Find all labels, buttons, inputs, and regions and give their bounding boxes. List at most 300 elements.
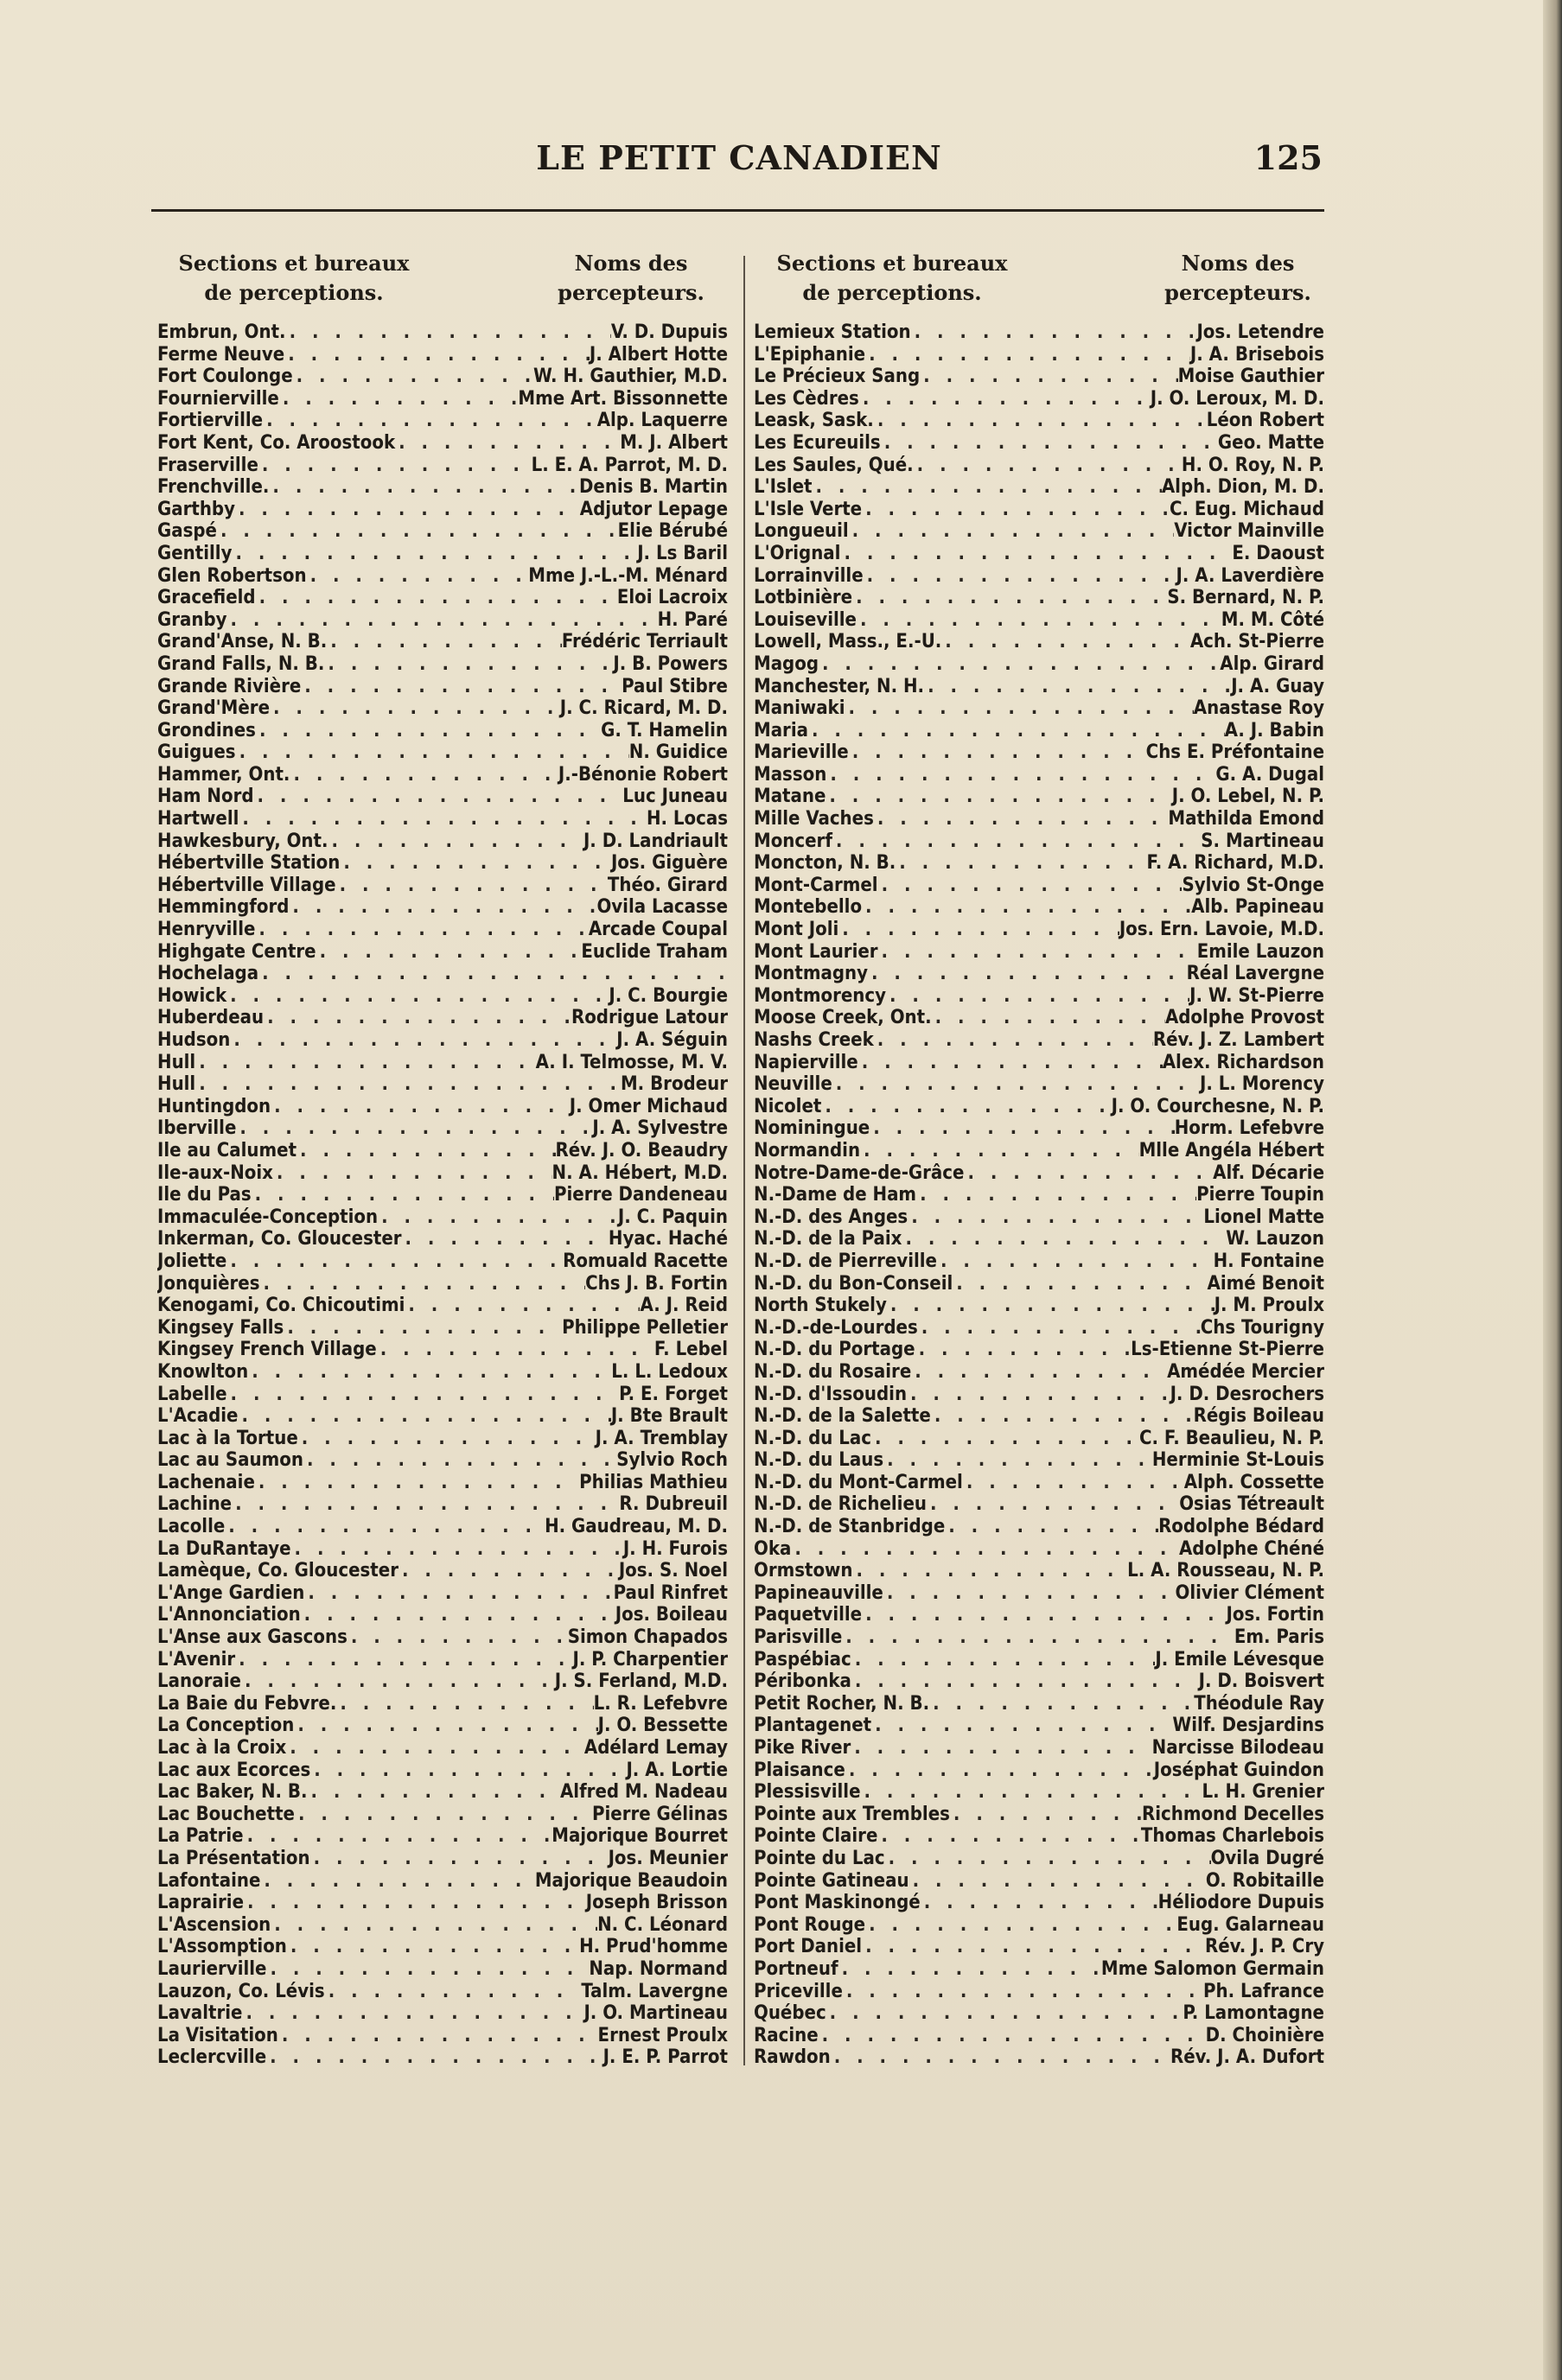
leader-dots — [851, 1670, 1199, 1693]
section-name: Huntingdon — [157, 1095, 271, 1117]
section-name: Hochelaga — [157, 963, 259, 985]
list-item — [157, 1472, 728, 1494]
leader-dots — [301, 676, 622, 698]
collector-name: Alph. Cossette — [1183, 1471, 1324, 1493]
list-item — [754, 520, 1324, 543]
list-item — [157, 1052, 728, 1074]
section-name: Pointe du Lac — [754, 1847, 885, 1869]
collector-name: Euclide Traham — [581, 940, 728, 963]
collector-name: G. A. Dugal — [1215, 763, 1324, 786]
leader-dots — [865, 344, 1190, 366]
collector-name: Adélard Lemay — [583, 1737, 728, 1759]
section-name: N.-D. de la Paix — [754, 1228, 902, 1250]
section-name: Fortierville — [157, 410, 264, 432]
list-item — [157, 1428, 728, 1450]
leader-dots — [327, 631, 562, 653]
section-name: Hudson — [157, 1029, 231, 1051]
section-name: Lanoraie — [157, 1670, 241, 1693]
header-rule — [151, 209, 1324, 212]
collector-name: J. O. Courchesne, N. P. — [1111, 1095, 1324, 1117]
section-name: Lowell, Mass., E.-U. — [754, 631, 942, 653]
leader-dots — [238, 1405, 610, 1428]
leader-dots — [316, 941, 582, 964]
leader-dots — [874, 808, 1169, 830]
leader-dots — [941, 631, 1190, 653]
list-item — [157, 1870, 728, 1893]
section-name: Napierville — [754, 1051, 858, 1073]
leader-dots — [308, 1781, 560, 1804]
list-item — [754, 1162, 1324, 1185]
list-item — [754, 852, 1324, 875]
collector-name: Sylvio Roch — [616, 1449, 728, 1472]
section-name: North Stukely — [754, 1295, 887, 1317]
section-name: N.-Dame de Ham — [754, 1184, 917, 1206]
list-item — [754, 653, 1324, 676]
leader-dots — [924, 676, 1231, 698]
collector-name: Alfred M. Nadeau — [559, 1781, 728, 1804]
section-name: Petit Rocher, N. B. — [754, 1692, 930, 1715]
section-name: Gracefield — [157, 587, 256, 609]
collector-name: S. Bernard, N. P. — [1167, 587, 1324, 609]
list-item — [157, 1029, 728, 1052]
leader-dots — [195, 1073, 621, 1096]
list-item — [157, 1162, 728, 1185]
list-item — [754, 1848, 1324, 1870]
list-item — [157, 1384, 728, 1406]
list-item — [157, 1295, 728, 1317]
leader-dots — [252, 1184, 554, 1206]
collector-name: Alf. Décarie — [1213, 1161, 1324, 1184]
leader-dots — [304, 1582, 613, 1605]
leader-dots — [244, 1825, 552, 1848]
section-name: L'Annonciation — [157, 1604, 301, 1626]
leader-dots — [862, 896, 1191, 919]
section-name: Iberville — [157, 1117, 237, 1140]
leader-dots — [950, 1804, 1142, 1826]
collector-name: O. Robitaille — [1205, 1869, 1324, 1892]
list-item — [754, 896, 1324, 919]
section-name: Ormstown — [754, 1560, 853, 1582]
collector-name: J. D. Landriault — [583, 830, 728, 852]
collector-name: Wilf. Desjardins — [1172, 1715, 1324, 1737]
leader-dots — [284, 1317, 562, 1340]
right-names-heading-line2: percepteurs. — [1164, 280, 1311, 305]
list-item — [157, 1825, 728, 1848]
section-name: Hartwell — [157, 808, 239, 830]
section-name: Fort Coulonge — [157, 366, 293, 388]
collector-name: L. E. A. Parrot, M. D. — [531, 454, 728, 476]
section-name: Grande Rivière — [157, 675, 302, 697]
section-name: Louiseville — [754, 608, 857, 631]
collector-name: J. C. Paquin — [617, 1206, 728, 1228]
section-name: Mont-Carmel — [754, 874, 878, 896]
section-name: Inkerman, Co. Gloucester — [157, 1228, 402, 1250]
leader-dots — [291, 1538, 623, 1561]
leader-dots — [868, 963, 1187, 985]
list-item — [754, 1649, 1324, 1671]
section-name: Montmorency — [754, 984, 887, 1007]
list-item — [754, 1981, 1324, 2003]
section-name: Henryville — [157, 919, 256, 941]
collector-name: Osias Tétreault — [1179, 1493, 1324, 1516]
list-item — [754, 1073, 1324, 1096]
collector-name: Talm. Lavergne — [581, 1980, 728, 2002]
collector-name: Majorique Beaudoin — [534, 1869, 728, 1892]
section-name: N.-D. du Lac — [754, 1427, 871, 1449]
list-item — [754, 388, 1324, 410]
leader-dots — [378, 1206, 618, 1229]
list-item — [157, 1892, 728, 1914]
section-name: Nashs Creek — [754, 1029, 874, 1051]
section-name: La Visitation — [157, 2024, 278, 2046]
leader-dots — [307, 565, 529, 588]
page-number: 125 — [1253, 138, 1323, 177]
collector-name: A. J. Babin — [1224, 719, 1324, 741]
list-item — [754, 1250, 1324, 1273]
leader-dots — [226, 1250, 563, 1273]
collector-name: N. Guidice — [628, 741, 728, 764]
section-name: Lorrainville — [754, 564, 864, 587]
section-name: Knowlton — [157, 1360, 249, 1383]
collector-name: Jos. Fortin — [1226, 1604, 1324, 1626]
collector-name: G. T. Hamelin — [601, 719, 728, 741]
leader-dots — [273, 1162, 552, 1185]
list-item — [754, 631, 1324, 653]
section-name: Kenogami, Co. Chicoutimi — [157, 1295, 405, 1317]
section-name: Immaculée-Conception — [157, 1206, 379, 1228]
collector-name: P. E. Forget — [619, 1383, 728, 1405]
collector-name: Alb. Papineau — [1191, 896, 1324, 919]
list-item — [754, 1582, 1324, 1605]
list-item — [754, 1206, 1324, 1229]
leader-dots — [278, 2025, 598, 2047]
section-name: Paquetville — [754, 1604, 863, 1626]
collector-name: J. D. Boisvert — [1198, 1670, 1324, 1693]
section-name: Montebello — [754, 896, 863, 919]
section-name: Longueuil — [754, 520, 849, 543]
leader-dots — [877, 1825, 1140, 1848]
section-name: Lac Baker, N. B. — [157, 1781, 308, 1804]
section-name: Leask, Sask. — [754, 410, 874, 432]
list-item — [157, 520, 728, 543]
section-name: Grand'Mère — [157, 697, 271, 720]
list-item — [157, 1273, 728, 1295]
collector-name: Luc Juneau — [622, 786, 728, 808]
collector-name: N. C. Léonard — [597, 1913, 728, 1936]
collector-name: Chs E. Préfontaine — [1145, 741, 1324, 764]
leader-dots — [260, 1273, 586, 1295]
collector-name: Majorique Bourret — [551, 1825, 728, 1848]
leader-dots — [269, 476, 579, 499]
list-item — [157, 1405, 728, 1428]
collector-name: Héliodore Dupuis — [1157, 1892, 1324, 1914]
list-item — [157, 1538, 728, 1561]
leader-dots — [896, 852, 1146, 875]
collector-name: Eug. Galarneau — [1176, 1913, 1324, 1936]
collector-name: Mme Salomon Germain — [1100, 1957, 1324, 1980]
list-item — [754, 344, 1324, 366]
section-name: N.-D. du Rosaire — [754, 1360, 912, 1383]
leader-dots — [301, 1604, 615, 1626]
leader-dots — [963, 1472, 1184, 1494]
leader-dots — [296, 1140, 555, 1162]
collector-name: Mme Art. Bissonnette — [518, 387, 728, 410]
list-item — [754, 1670, 1324, 1693]
list-item — [157, 1649, 728, 1671]
leader-dots — [865, 1914, 1176, 1937]
leader-dots — [812, 476, 1161, 499]
leader-dots — [286, 321, 611, 344]
list-item — [157, 1781, 728, 1804]
section-name: N.-D. du Bon-Conseil — [754, 1272, 953, 1295]
collector-name: J. Ls Baril — [637, 542, 728, 564]
section-name: Racine — [754, 2024, 819, 2046]
leader-dots — [405, 1295, 640, 1317]
section-name: Frenchville. — [157, 476, 270, 499]
collector-name: Victor Mainville — [1174, 520, 1324, 543]
leader-dots — [230, 1029, 616, 1052]
collector-name: H. Fontaine — [1213, 1250, 1324, 1272]
section-name: Kingsey French Village — [157, 1339, 377, 1361]
section-name: N.-D. de Stanbridge — [754, 1516, 946, 1538]
section-name: Ferme Neuve — [157, 343, 285, 366]
section-name: Fort Kent, Co. Aroostook — [157, 431, 396, 454]
collector-name: J. Omer Michaud — [569, 1095, 728, 1117]
collector-name: Rodrigue Latour — [571, 1007, 728, 1029]
collector-name: C. F. Beaulieu, N. P. — [1138, 1427, 1324, 1449]
section-name: Grondines — [157, 719, 256, 741]
section-name: Port Daniel — [754, 1936, 863, 1958]
list-item — [157, 852, 728, 875]
list-item — [754, 1428, 1324, 1450]
section-name: Fraserville — [157, 454, 258, 476]
leader-dots — [851, 1649, 1156, 1671]
section-name: Lac au Saumon — [157, 1449, 303, 1472]
leader-dots — [298, 1428, 596, 1450]
section-name: Les Saules, Qué. — [754, 454, 914, 476]
collector-name: Ph. Lafrance — [1203, 1980, 1324, 2002]
leader-dots — [871, 1715, 1172, 1737]
list-item — [754, 2046, 1324, 2069]
leader-dots — [881, 432, 1218, 455]
list-item — [157, 1670, 728, 1693]
leader-dots — [310, 1760, 626, 1782]
leader-dots — [878, 875, 1183, 897]
collector-name: Rév. J. Z. Lambert — [1152, 1029, 1324, 1051]
section-name: Masson — [754, 763, 827, 786]
leader-dots — [831, 2046, 1170, 2069]
leader-dots — [402, 1228, 609, 1250]
section-name: Grand'Anse, N. B. — [157, 631, 328, 653]
section-name: Lac à la Croix — [157, 1737, 287, 1759]
list-item — [157, 366, 728, 388]
leader-dots — [271, 1914, 597, 1937]
collector-name: J. Emile Lévesque — [1155, 1648, 1324, 1670]
column-divider — [743, 256, 745, 2065]
list-item — [754, 565, 1324, 588]
leader-dots — [859, 388, 1151, 410]
section-name: L'Anse aux Gascons — [157, 1626, 347, 1649]
list-item — [157, 476, 728, 499]
collector-name: Jos. Meunier — [608, 1847, 728, 1869]
list-item — [754, 432, 1324, 455]
list-item — [754, 1737, 1324, 1760]
section-name: Neuville — [754, 1073, 832, 1096]
list-item — [754, 919, 1324, 941]
list-item — [754, 1760, 1324, 1782]
collector-name: E. Daoust — [1232, 542, 1324, 564]
collector-name: Amédée Mercier — [1167, 1360, 1324, 1383]
collector-name: Narcisse Bilodeau — [1151, 1737, 1324, 1759]
leader-dots — [347, 1626, 568, 1649]
collector-name: J. H. Furois — [622, 1537, 728, 1560]
list-item — [754, 830, 1324, 853]
left-sections-heading-line1: Sections et bureaux — [178, 251, 410, 276]
leader-dots — [909, 1870, 1206, 1893]
leader-dots — [377, 1339, 654, 1361]
list-item — [754, 1140, 1324, 1162]
section-name: Laurierville — [157, 1957, 267, 1980]
section-name: La Baie du Febvre. — [157, 1692, 337, 1715]
collector-name: L. L. Ledoux — [611, 1360, 728, 1383]
leader-dots — [915, 1339, 1132, 1361]
leader-dots — [916, 1184, 1196, 1206]
collector-name: H. O. Roy, N. P. — [1181, 454, 1324, 476]
collector-name: J. S. Ferland, M.D. — [554, 1670, 728, 1693]
leader-dots — [226, 985, 609, 1008]
leader-dots — [845, 1760, 1154, 1782]
collector-name: J. B. Powers — [613, 652, 728, 675]
leader-dots — [886, 985, 1189, 1008]
collector-name: V. D. Dupuis — [610, 321, 728, 343]
leader-dots — [838, 919, 1119, 941]
collector-name: A. J. Reid — [640, 1295, 728, 1317]
list-item — [754, 1781, 1324, 1804]
list-item — [157, 808, 728, 830]
collector-name: J. A. Tremblay — [595, 1427, 728, 1449]
left-names-heading — [527, 249, 735, 308]
list-item — [157, 321, 728, 344]
section-name: L'Assomption — [157, 1936, 287, 1958]
list-item — [157, 1626, 728, 1649]
section-name: La Présentation — [157, 1847, 310, 1869]
list-item — [754, 1626, 1324, 1649]
left-sections-heading — [156, 249, 432, 308]
section-name: Moncerf — [754, 830, 832, 852]
leader-dots — [885, 1848, 1211, 1870]
section-name: Lavaltrie — [157, 2002, 243, 2025]
list-item — [157, 741, 728, 764]
list-item — [157, 2002, 728, 2025]
section-name: Lachenaie — [157, 1471, 255, 1493]
list-item — [754, 1317, 1324, 1340]
leader-dots — [851, 1737, 1151, 1760]
list-item — [157, 830, 728, 853]
leader-dots — [937, 1250, 1214, 1273]
section-name: L'Epiphanie — [754, 343, 866, 366]
leader-dots — [852, 587, 1167, 609]
collector-name: Olivier Clément — [1175, 1581, 1324, 1604]
leader-dots — [340, 852, 611, 875]
leader-dots — [791, 1538, 1179, 1561]
list-item — [754, 1449, 1324, 1472]
section-name: Montmagny — [754, 963, 868, 985]
list-item — [157, 786, 728, 808]
section-name: Lacolle — [157, 1516, 226, 1538]
collector-name: Paul Rinfret — [613, 1581, 728, 1604]
list-item — [754, 1516, 1324, 1538]
leader-dots — [862, 1936, 1205, 1958]
section-name: Paspébiac — [754, 1648, 851, 1670]
leader-dots — [918, 1317, 1201, 1340]
collector-name: Alex. Richardson — [1162, 1051, 1324, 1073]
running-title: LE PETIT CANADIEN — [536, 138, 942, 177]
section-name: Québec — [754, 2002, 826, 2025]
right-sections-heading-line2: de perceptions. — [802, 280, 982, 305]
list-item — [157, 676, 728, 698]
collector-name: J. M. Proulx — [1214, 1295, 1324, 1317]
list-item — [754, 609, 1324, 632]
collector-name: Horm. Lefebvre — [1174, 1117, 1324, 1140]
collector-name: L. H. Grenier — [1202, 1781, 1324, 1804]
section-name: N.-D. d'Issoudin — [754, 1383, 908, 1405]
collector-name: Richmond Decelles — [1141, 1803, 1324, 1825]
list-item — [754, 1804, 1324, 1826]
left-column-header — [156, 249, 726, 309]
section-name: Maria — [754, 719, 808, 741]
list-item — [157, 565, 728, 588]
leader-dots — [883, 1582, 1176, 1605]
leader-dots — [266, 1958, 589, 1981]
leader-dots — [821, 1096, 1111, 1118]
collector-name: Jos. Giguère — [610, 852, 728, 875]
list-item — [754, 786, 1324, 808]
leader-dots — [336, 875, 608, 897]
collector-name: J. C. Bourgie — [609, 984, 728, 1007]
list-item — [157, 1715, 728, 1737]
section-name: Mille Vaches — [754, 808, 874, 830]
section-name: Ile au Calumet — [157, 1139, 297, 1161]
collector-name: J. D. Desrochers — [1170, 1383, 1324, 1405]
leader-dots — [235, 1649, 572, 1671]
collector-name: H. Locas — [646, 808, 728, 830]
list-item — [157, 1250, 728, 1273]
collector-name: J. W. St-Pierre — [1189, 984, 1324, 1007]
list-item — [754, 1052, 1324, 1074]
section-name: Gaspé — [157, 520, 217, 543]
collector-name: H. Paré — [657, 608, 728, 631]
list-item — [754, 1361, 1324, 1384]
list-item — [157, 410, 728, 432]
section-name: Mont Laurier — [754, 940, 878, 963]
leader-dots — [914, 455, 1182, 477]
leader-dots — [842, 1626, 1234, 1649]
leader-dots — [398, 1560, 619, 1582]
collector-name: Chs J. B. Fortin — [585, 1272, 728, 1295]
list-item — [754, 1538, 1324, 1561]
left-sections-heading-line2: de perceptions. — [204, 280, 384, 305]
leader-dots — [271, 1096, 570, 1118]
collector-name: Emile Lauzon — [1196, 940, 1324, 963]
leader-dots — [256, 720, 601, 742]
list-item — [157, 1958, 728, 1981]
section-name: Embrun, Ont. — [157, 321, 286, 343]
section-name: Fournierville — [157, 387, 279, 410]
section-name: Hemmingford — [157, 896, 290, 919]
section-name: Hull — [157, 1073, 196, 1096]
collector-name: Jos. Ern. Lavoie, M.D. — [1119, 919, 1324, 941]
list-item — [157, 1604, 728, 1626]
